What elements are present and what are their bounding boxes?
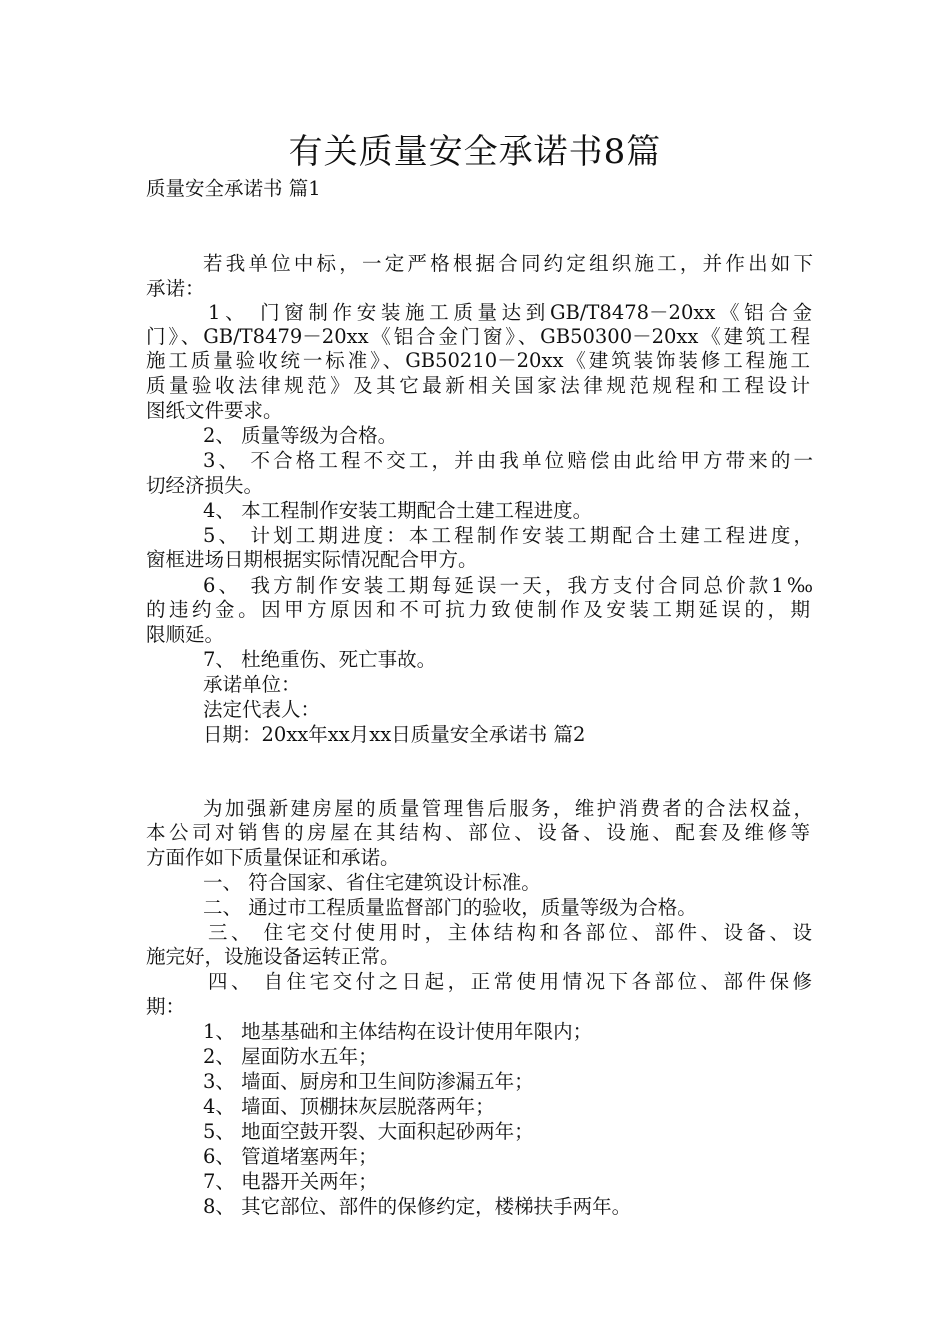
list-item: 2、 屋面防水五年； (203, 1045, 378, 1068)
paragraph-line: 施完好，设施设备运转正常。 (146, 945, 400, 968)
date-line: 日期：20xx年xx月xx日质量安全承诺书 篇2 (203, 723, 586, 746)
paragraph-line: 一、 符合国家、省住宅建筑设计标准。 (203, 871, 541, 894)
list-item: 1、 地基基础和主体结构在设计使用年限内； (203, 1020, 593, 1043)
paragraph-line: 质量验收法律规范》及其它最新相关国家法律规范规程和工程设计 (146, 374, 810, 397)
document-title: 有关质量安全承诺书8篇 (288, 132, 662, 172)
paragraph-line: 为加强新建房屋的质量管理售后服务，维护消费者的合法权益， (203, 797, 813, 820)
paragraph-line: 二、 通过市工程质量监督部门的验收，质量等级为合格。 (203, 896, 697, 919)
list-item: 3、 墙面、厨房和卫生间防渗漏五年； (203, 1070, 534, 1093)
paragraph-line: 承诺： (146, 277, 205, 300)
paragraph-line: 门》、GB/T8479－20xx《铝合金门窗》、GB50300－20xx《建筑工程 (146, 325, 810, 348)
paragraph-line: 方面作如下质量保证和承诺。 (146, 846, 400, 869)
list-item: 7、 电器开关两年； (203, 1170, 378, 1193)
paragraph-line: 窗框进场日期根据实际情况配合甲方。 (146, 548, 478, 571)
list-item: 4、 墙面、顶棚抹灰层脱落两年； (203, 1095, 495, 1118)
list-item: 8、 其它部位、部件的保修约定，楼梯扶手两年。 (203, 1195, 632, 1218)
section-heading-1: 质量安全承诺书 篇1 (146, 177, 321, 200)
paragraph-line: 施工质量验收统一标准》、GB50210－20xx《建筑装饰装修工程施工 (146, 349, 810, 372)
list-item: 6、 管道堵塞两年； (203, 1145, 378, 1168)
paragraph-line: 切经济损失。 (146, 474, 264, 497)
paragraph-line: 图纸文件要求。 (146, 399, 283, 422)
paragraph-line: 3、 不合格工程不交工，并由我单位赔偿由此给甲方带来的一 (203, 449, 813, 472)
paragraph-line: 6、 我方制作安装工期每延误一天，我方支付合同总价款1‰ (203, 574, 813, 597)
paragraph-line: 1、 门窗制作安装施工质量达到GB/T8478－20xx《铝合金 (208, 301, 812, 324)
signature-unit: 承诺单位： (203, 673, 301, 696)
paragraph-line: 四、 自住宅交付之日起，正常使用情况下各部位、部件保修 (208, 970, 812, 993)
paragraph-line: 限顺延。 (146, 623, 225, 646)
paragraph-line: 5、 计划工期进度：本工程制作安装工期配合土建工程进度， (203, 524, 813, 547)
paragraph-line: 2、 质量等级为合格。 (203, 424, 398, 447)
paragraph-line: 期： (146, 995, 186, 1018)
paragraph-line: 4、 本工程制作安装工期配合土建工程进度。 (203, 499, 593, 522)
list-item: 5、 地面空鼓开裂、大面积起砂两年； (203, 1120, 534, 1143)
paragraph-line: 的违约金。因甲方原因和不可抗力致使制作及安装工期延误的，期 (146, 598, 810, 621)
paragraph-line: 三、 住宅交付使用时，主体结构和各部位、部件、设备、设 (208, 921, 812, 944)
paragraph-line: 本公司对销售的房屋在其结构、部位、设备、设施、配套及维修等 (146, 821, 810, 844)
paragraph-line: 7、 杜绝重伤、死亡事故。 (203, 648, 437, 671)
paragraph-line: 若我单位中标，一定严格根据合同约定组织施工，并作出如下 (203, 252, 813, 275)
signature-representative: 法定代表人： (203, 698, 321, 721)
